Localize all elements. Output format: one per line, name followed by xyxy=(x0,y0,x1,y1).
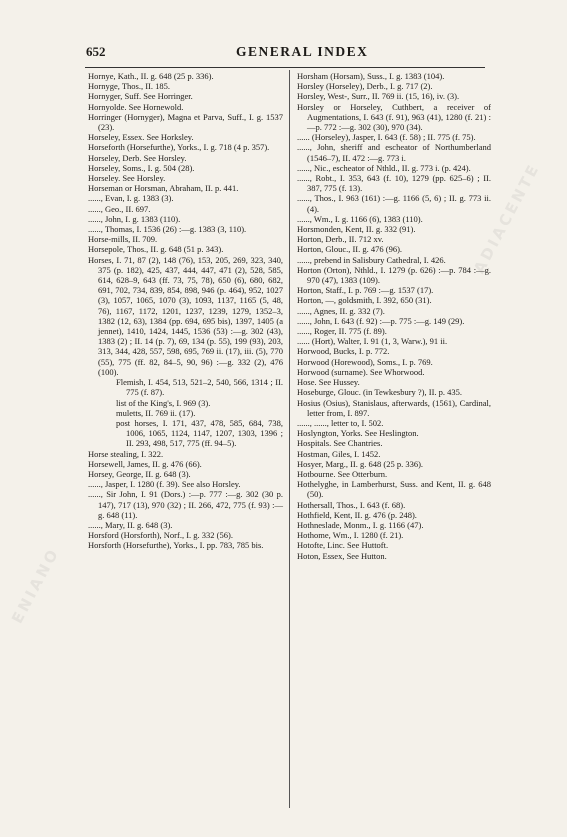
index-entry: Horsey, George, II. g. 648 (3). xyxy=(88,468,191,479)
index-entry: Horseley, Essex. See Horksley. xyxy=(88,132,194,143)
index-entry: Horwood (Horewood), Soms., I. p. 769. xyxy=(297,356,433,367)
index-entry: ......, Robt., I. 353, 643 (f. 10), 1279 (pp. 625–6) ; II. 387, 775 (f. 13). xyxy=(297,173,491,194)
index-entry: Horseley, Soms., I. g. 504 (28). xyxy=(88,162,195,173)
header-rule xyxy=(85,67,485,68)
index-entry: ......, John, sheriff and escheator of Northumberland (1546–7), II. 472 :—g. 773 i. xyxy=(297,142,491,163)
index-entry: ......, Thomas, I. 1536 (26) :—g. 1383 (3, 110). xyxy=(88,224,247,235)
column-divider xyxy=(289,70,290,808)
index-entry: Hospitals. See Chantries. xyxy=(297,438,383,449)
index-entry: Hornye, Kath., II. g. 648 (25 p. 336). xyxy=(88,71,214,81)
page-number: 652 xyxy=(86,44,106,59)
index-entry: ......, Thos., I. 963 (161) :—g. 1166 (5, 6) ; II. g. 773 ii. (4). xyxy=(297,193,491,214)
index-entry: Hoton, Essex, See Hutton. xyxy=(297,550,387,561)
index-entry: Hornyolde. See Hornewold. xyxy=(88,101,184,112)
left-column xyxy=(88,71,283,551)
index-entry: Horseley, Derb. See Horsley. xyxy=(88,152,187,163)
index-entry: Horseforth (Horsefurthe), Yorks., I. g. 718 (4 p. 357). xyxy=(88,142,270,153)
index-entry: Horse stealing, I. 322. xyxy=(88,448,164,459)
right-column xyxy=(297,71,491,561)
index-entry: ......, Wm., I. g. 1166 (6), 1383 (110). xyxy=(297,213,423,224)
index-entry: post horses, I. 171, 437, 478, 585, 684, 738, 1006, 1065, 1124, 1147, 1207, 1303, 1396 ; II. 293, 498, 517, 775 (ff. 94–5). xyxy=(116,417,283,449)
index-entry: Hoseburge, Glouc. (in Tewkesbury ?), II. p. 435. xyxy=(297,387,463,398)
index-entry: Horses, I. 71, 87 (2), 148 (76), 153, 205, 269, 323, 340, 375 (p. 182), 425, 437, 444, 447, 471 (2), 528, 585, 614, 628–9, 643 (ff. 73, 75, 78), 650 (6), 680, 682, 691, 702, 734, 839, 854, 898, 946 (p. 464), 952, 1027 (3), 1057, 1065, 1070 (3), 1093, 1137, 1165 (5, 48, 76), 1167, 1172, 1201, 1237, 1239, 1279, 1352–3, 1382 (12, 63), 1384 (pp. 694, 695 bis), 1397, 1405 (a jennet), 1410, 1424, 1445, 1536 (53) :—g. 302 (43), 1383 (2) ; II. 14 (p. 7), 69, 134 (p. 55), 199 (93), 203, 313, 344, 428, 557, 598, 695, 769 ii. (17), iii. (5), 770 (55), 775 (ff. 82, 84–5, 90, 96) :—g. 332 (2), 476 (100). xyxy=(88,254,283,377)
index-entry: Hotbourne. See Otterburn. xyxy=(297,468,388,479)
index-entry: ......, John, I. 643 (f. 92) :—p. 775 :—g. 149 (29). xyxy=(297,315,465,326)
index-entry: ......, Sir John, I. 91 (Dors.) :—p. 777 :—g. 302 (30 p. 147), 717 (13), 970 (32) ; II. 266, 472, 775 (f. 93) :—g. 648 (11). xyxy=(88,489,283,520)
index-entry: ......, prebend in Salisbury Cathedral, I. 426. xyxy=(297,254,446,265)
index-entry: Hotofte, Linc. See Huttoft. xyxy=(297,540,389,551)
index-entry: Horsepole, Thos., II. g. 648 (51 p. 343). xyxy=(88,244,224,255)
index-entry: Horsham (Horsam), Suss., I. g. 1383 (104). xyxy=(297,71,445,81)
index-entry: ......, Nic., escheator of Nthld., II. g. 773 i. (p. 424). xyxy=(297,162,471,173)
index-entry: Hostman, Giles, I. 1452. xyxy=(297,448,381,459)
index-entry: Horsley, West-, Surr., II. 769 ii. (15, 16), iv. (3). xyxy=(297,91,460,102)
index-entry: muletts, II. 769 ii. (17). xyxy=(116,407,196,418)
index-entry: ......, Evan, I. g. 1383 (3). xyxy=(88,193,174,204)
index-entry: ......, Jasper, I. 1280 (f. 39). See also Horsley. xyxy=(88,479,241,490)
index-entry: Horringer (Hornyger), Magna et Parva, Suff., I. g. 1537 (23). xyxy=(88,111,283,133)
index-entry: Horsforth (Horsefurthe), Yorks., I. pp. 783, 785 bis. xyxy=(88,540,264,551)
index-entry: ...... (Hort), Walter, I. 91 (1, 3, Warw.), 91 ii. xyxy=(297,336,448,347)
index-entry: Horsewell, James, II. g. 476 (66). xyxy=(88,458,202,469)
index-entry: Horsley or Horseley, Cuthbert, a receiver of Augmentations, I. 643 (f. 91), 963 (41), 1280 (f. 21) :—p. 772 :—g. 302 (30), 970 (34). xyxy=(297,101,491,133)
index-entry: Hoslyngton, Yorks. See Heslington. xyxy=(297,428,419,439)
index-entry: Hothome, Wm., I. 1280 (f. 21). xyxy=(297,530,404,541)
index-entry: Horsley (Horseley), Derb., I. g. 717 (2). xyxy=(297,81,433,92)
index-entry: Hosyer, Marg., II. g. 648 (25 p. 336). xyxy=(297,458,424,469)
index-entry: ......, Geo., II. 697. xyxy=(88,203,151,214)
index-entry: Hothfield, Kent, II. g. 476 (p. 248). xyxy=(297,509,417,520)
index-entry: Hothelyghe, in Lamberhurst, Suss. and Kent, II. g. 648 (50). xyxy=(297,479,491,500)
index-entry: Hothersall, Thos., I. 643 (f. 68). xyxy=(297,499,406,510)
index-entry: Horton, —, goldsmith, I. 392, 650 (31). xyxy=(297,295,432,306)
index-entry: ......, John, I. g. 1383 (110). xyxy=(88,213,181,224)
watermark-right: ADIACENTE xyxy=(470,159,544,277)
index-entry: ......, Mary, II. g. 648 (3). xyxy=(88,519,173,530)
index-entry: Horton, Staff., I. p. 769 :—g. 1537 (17). xyxy=(297,285,434,296)
index-entry: Hose. See Hussey. xyxy=(297,377,360,388)
index-entry: Horton, Derb., II. 712 xv. xyxy=(297,234,384,245)
index-entry: ......, Agnes, II. g. 332 (7). xyxy=(297,305,385,316)
page-title: GENERAL INDEX xyxy=(236,44,369,59)
index-entry: Horwood (surname). See Whorwood. xyxy=(297,366,425,377)
page-header xyxy=(86,44,486,62)
index-entry: Horseman or Horsman, Abraham, II. p. 441. xyxy=(88,183,239,194)
index-entry: Horsford (Horsforth), Norf., I. g. 332 (56). xyxy=(88,530,233,541)
index-entry: ......, Roger, II. 775 (f. 89). xyxy=(297,326,387,337)
index-entry: Hornyge, Thos., II. 185. xyxy=(88,81,170,92)
watermark-left: ENIANO xyxy=(8,544,63,627)
index-entry: Horwood, Bucks, I. p. 772. xyxy=(297,346,390,357)
index-entry: list of the King's, I. 969 (3). xyxy=(116,397,211,408)
index-entry: Horton, Glouc., II. g. 476 (96). xyxy=(297,244,403,255)
index-entry: Hornyger, Suff. See Horringer. xyxy=(88,91,193,102)
index-entry: Horton (Orton), Nthld., I. 1279 (p. 626) :—p. 784 :—g. 970 (47), 1383 (109). xyxy=(297,264,491,286)
index-entry: Horseley. See Horsley. xyxy=(88,173,166,184)
index-entry: ......, ......, letter to, I. 502. xyxy=(297,417,384,428)
index-entry: Hothneslade, Monm., I. g. 1166 (47). xyxy=(297,519,424,530)
index-entry: Horsmonden, Kent, II. g. 332 (91). xyxy=(297,224,416,235)
index-entry: Flemish, I. 454, 513, 521–2, 540, 566, 1314 ; II. 775 (f. 87). xyxy=(116,377,283,398)
index-entry: ...... (Horseley), Jasper, I. 643 (f. 58) ; II. 775 (f. 75). xyxy=(297,132,476,143)
index-entry: Horse-mills, II. 709. xyxy=(88,234,158,245)
index-entry: Hosius (Osius), Stanislaus, afterwards, (1561), Cardinal, letter from, I. 897. xyxy=(297,397,491,418)
